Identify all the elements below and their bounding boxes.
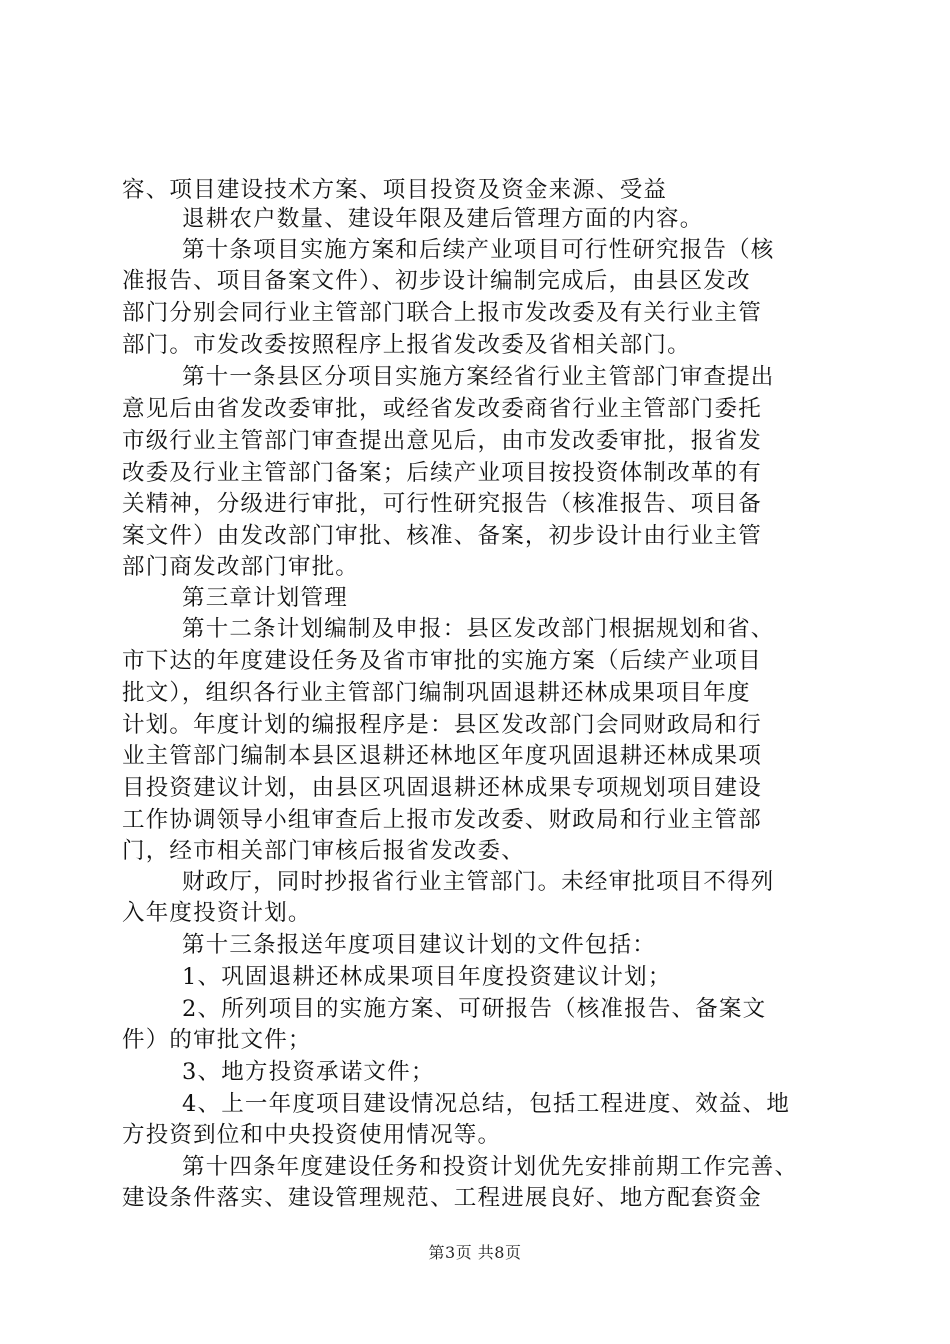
text-line: 案文件）由发改部门审批、核准、备案，初步设计由行业主管 <box>122 523 762 549</box>
text-line: 入年度投资计划。 <box>122 900 312 926</box>
text-line: 财政厅，同时抄报省行业主管部门。未经审批项目不得列 <box>182 869 775 895</box>
text-line: 方投资到位和中央投资使用情况等。 <box>122 1122 502 1148</box>
text-line: 工作协调领导小组审查后上报市发改委、财政局和行业主管部 <box>122 807 762 833</box>
text-line: 第十一条县区分项目实施方案经省行业主管部门审查提出 <box>182 364 775 390</box>
text-line: 容、项目建设技术方案、项目投资及资金来源、受益 <box>122 177 668 203</box>
text-line: 第十三条报送年度项目建议计划的文件包括： <box>182 932 657 958</box>
page-number: 第3页 共8页 <box>428 1243 522 1262</box>
text-line: 件）的审批文件； <box>122 1027 312 1053</box>
page-footer <box>0 1240 950 1263</box>
text-line: 建设条件落实、建设管理规范、工程进展良好、地方配套资金 <box>122 1185 762 1211</box>
list-item: 3、地方投资承诺文件； <box>182 1059 435 1085</box>
text-line: 第十四条年度建设任务和投资计划优先安排前期工作完善、 <box>182 1154 799 1180</box>
text-line: 目投资建议计划，由县区巩固退耕还林成果专项规划项目建设 <box>122 775 762 801</box>
chapter-heading: 第三章计划管理 <box>182 585 348 611</box>
list-item: 2、所列项目的实施方案、可研报告（核准报告、备案文 <box>182 996 767 1022</box>
text-line: 部门分别会同行业主管部门联合上报市发改委及有关行业主管 <box>122 300 762 326</box>
text-line: 门，经市相关部门审核后报省发改委、 <box>122 838 525 864</box>
text-line: 批文），组织各行业主管部门编制巩固退耕还林成果项目年度 <box>122 680 751 706</box>
text-line: 第十二条计划编制及申报：县区发改部门根据规划和省、 <box>182 616 775 642</box>
text-line: 准报告、项目备案文件）、初步设计编制完成后，由县区发改 <box>122 268 751 294</box>
list-item: 4、上一年度项目建设情况总结，包括工程进度、效益、地 <box>182 1091 791 1117</box>
text-line: 市级行业主管部门审查提出意见后，由市发改委审批，报省发 <box>122 428 762 454</box>
text-line: 退耕农户数量、建设年限及建后管理方面的内容。 <box>182 206 704 232</box>
text-line: 意见后由省发改委审批，或经省发改委商省行业主管部门委托 <box>122 396 762 422</box>
text-line: 市下达的年度建设任务及省市审批的实施方案（后续产业项目 <box>122 648 762 674</box>
text-line: 关精神，分级进行审批，可行性研究报告（核准报告、项目备 <box>122 491 762 517</box>
text-line: 第十条项目实施方案和后续产业项目可行性研究报告（核 <box>182 237 775 263</box>
text-line: 计划。年度计划的编报程序是：县区发改部门会同财政局和行 <box>122 712 762 738</box>
text-line: 部门。市发改委按照程序上报省发改委及省相关部门。 <box>122 332 691 358</box>
list-item: 1、巩固退耕还林成果项目年度投资建议计划； <box>182 964 672 990</box>
text-line: 改委及行业主管部门备案；后续产业项目按投资体制改革的有 <box>122 460 762 486</box>
text-line: 部门商发改部门审批。 <box>122 554 360 580</box>
text-line: 业主管部门编制本县区退耕还林地区年度巩固退耕还林成果项 <box>122 743 762 769</box>
